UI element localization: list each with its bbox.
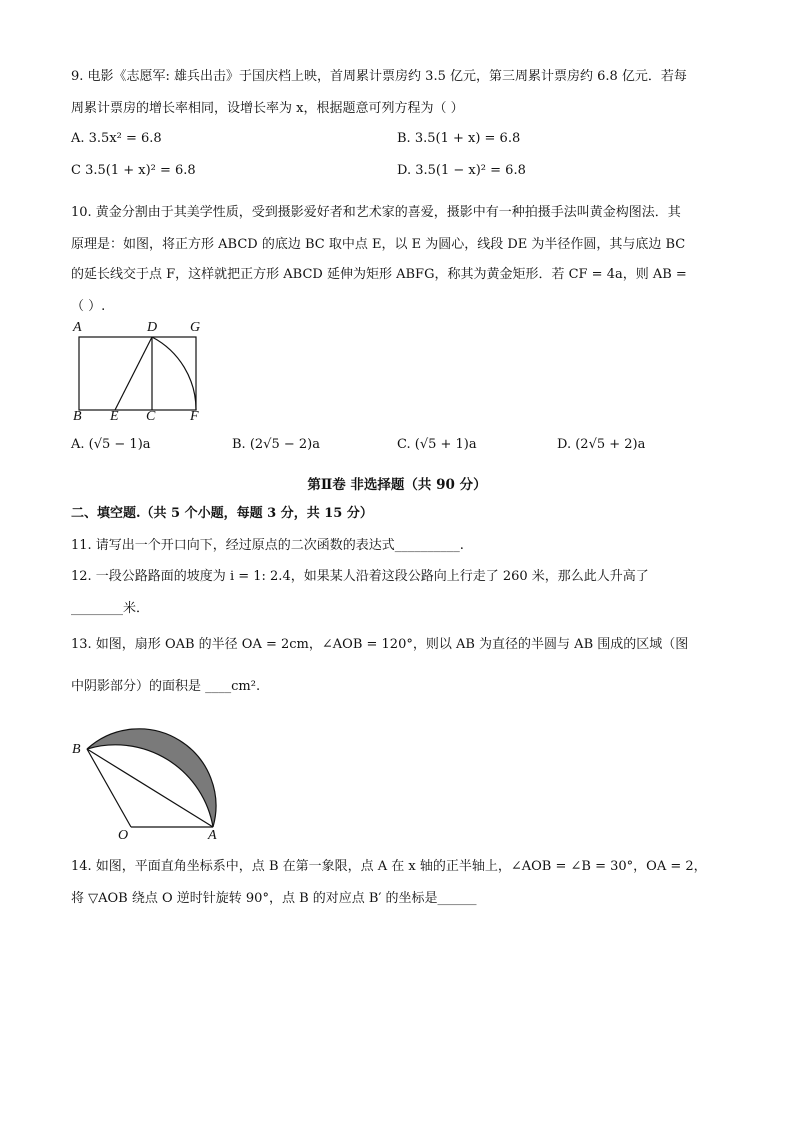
q10-stem-line3: 的延长线交于点 F，这样就把正方形 ABCD 延伸为矩形 ABFG，称其为黄金矩形．若 CF = 4a，则 AB =	[71, 267, 687, 282]
q9-option-b: B. 3.5(1 + x) = 6.8	[397, 131, 521, 146]
label-b: B	[73, 409, 82, 424]
label-a: A	[73, 320, 82, 335]
label-a-13: A	[208, 828, 217, 843]
q12-stem-line2: ________米．	[71, 601, 150, 616]
q13-stem-line2: 中阴影部分）的面积是 ____cm².	[71, 679, 261, 694]
q10-stem-line4: （ ）.	[71, 299, 106, 314]
label-f: F	[190, 409, 199, 424]
segment-ob	[87, 749, 131, 827]
label-b-13: B	[72, 742, 81, 757]
section-ii-title: 第Ⅱ卷 非选择题（共 90 分）	[307, 477, 487, 493]
q14-stem-line1: 14. 如图，平面直角坐标系中，点 B 在第一象限，点 A 在 x 轴的正半轴上，∠AOB = ∠B = 30°，OA = 2，	[71, 859, 707, 874]
q10-option-b: B. (2√5 − 2)a	[232, 437, 320, 452]
label-o-13: O	[118, 828, 129, 843]
label-c: C	[146, 409, 156, 424]
q10-option-c: C. (√5 + 1)a	[397, 437, 477, 452]
q9-option-d: D. 3.5(1 − x)² = 6.8	[397, 163, 526, 178]
q9-option-a: A. 3.5x² = 6.8	[71, 131, 162, 146]
q14-stem-line2: 将 ▽AOB 绕点 O 逆时针旋转 90°，点 B 的对应点 B′ 的坐标是______	[71, 891, 477, 906]
shaded-region	[87, 729, 216, 827]
label-g: G	[190, 320, 201, 335]
q13-stem-line1: 13. 如图，扇形 OAB 的半径 OA = 2cm，∠AOB = 120°，则以 AB 为直径的半圆与 AB 围成的区域（图	[71, 637, 689, 652]
q9-option-c: C 3.5(1 + x)² = 6.8	[71, 163, 196, 178]
label-e: E	[110, 409, 119, 424]
part-two-title: 二、填空题.（共 5 个小题，每题 3 分，共 15 分）	[71, 506, 373, 521]
q9-stem-line1: 9. 电影《志愿军: 雄兵出击》于国庆档上映，首周累计票房约 3.5 亿元，第三周累计票房约 6.8 亿元．若每	[71, 69, 687, 84]
q10-stem-line1: 10. 黄金分割由于其美学性质，受到摄影爱好者和艺术家的喜爱，摄影中有一种拍摄手法叫黄金构图法．其	[71, 205, 681, 220]
q11-stem: 11. 请写出一个开口向下，经过原点的二次函数的表达式__________.	[71, 538, 464, 553]
q10-stem-line2: 原理是：如图，将正方形 ABCD 的底边 BC 取中点 E，以 E 为圆心，线段 DE 为半径作圆，其与底边 BC	[71, 237, 686, 252]
q12-stem-line1: 12. 一段公路路面的坡度为 i = 1: 2.4，如果某人沿着这段公路向上行走了 260 米，那么此人升高了	[71, 569, 649, 584]
label-d: D	[147, 320, 158, 335]
q10-option-a: A. (√5 − 1)a	[71, 437, 151, 452]
q9-stem-line2: 周累计票房的增长率相同，设增长率为 x，根据题意可列方程为（ ）	[71, 101, 464, 116]
q10-option-d: D. (2√5 + 2)a	[557, 437, 646, 452]
